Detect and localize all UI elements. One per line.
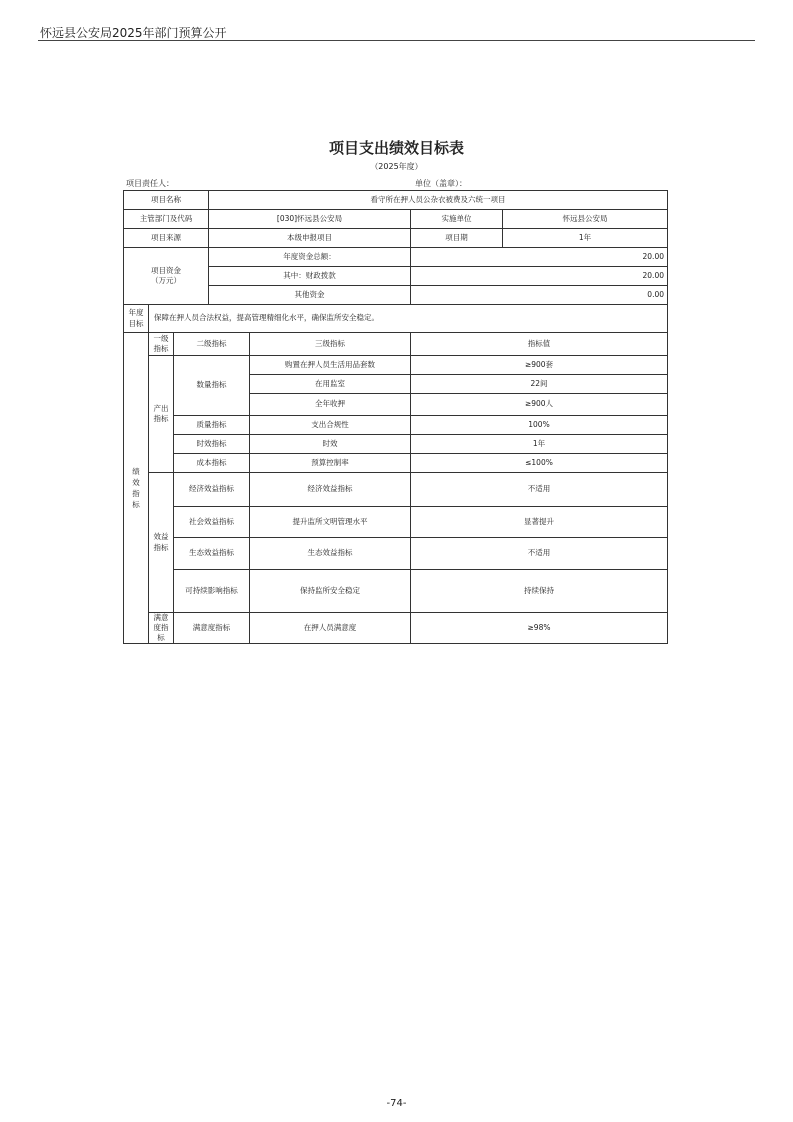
quantity-item-3-name: 全年收押 [250, 394, 411, 416]
document-year: （2025年度） [370, 162, 423, 171]
ecological-benefit-value: 不适用 [411, 538, 668, 570]
col-level3-header: 三级指标 [250, 333, 411, 356]
economic-benefit-value: 不适用 [411, 473, 668, 507]
funds-label: 项目资金 （万元） [124, 248, 209, 305]
benefit-indicators-label: 效益 指标 [149, 473, 174, 613]
responsible-person-label: 项目责任人： [126, 179, 174, 188]
funds-fiscal-value: 20.00 [411, 267, 668, 286]
social-benefit-name: 提升监所文明管理水平 [250, 507, 411, 538]
quantity-item-3-value: ≥900人 [411, 394, 668, 416]
project-name-label: 项目名称 [124, 191, 209, 210]
satisfaction-level1-label: 满意 度指 标 [149, 613, 174, 644]
unit-seal-label: 单位（盖章）： [415, 179, 467, 188]
economic-benefit-label: 经济效益指标 [174, 473, 250, 507]
funds-other-value: 0.00 [411, 286, 668, 305]
timeliness-item-value: 1年 [411, 435, 668, 454]
funds-other-label: 其他资金 [209, 286, 411, 305]
social-benefit-label: 社会效益指标 [174, 507, 250, 538]
quantity-item-1-value: ≥900套 [411, 356, 668, 375]
funds-total-label: 年度资金总额： [209, 248, 411, 267]
quantity-item-2-value: 22间 [411, 375, 668, 394]
ecological-benefit-name: 生态效益指标 [250, 538, 411, 570]
funds-total-value: 20.00 [411, 248, 668, 267]
cost-item-value: ≤100% [411, 454, 668, 473]
performance-indicators-label: 绩 效 指 标 [124, 333, 149, 644]
satisfaction-item-name: 在押人员满意度 [250, 613, 411, 644]
satisfaction-item-value: ≥98% [411, 613, 668, 644]
quantity-item-2-name: 在用监室 [250, 375, 411, 394]
quality-item-name: 支出合规性 [250, 416, 411, 435]
impl-unit-label: 实施单位 [411, 210, 503, 229]
quantity-item-1-name: 购置在押人员生活用品套数 [250, 356, 411, 375]
project-name-value: 看守所在押人员公杂衣被费及六统一项目 [209, 191, 668, 210]
col-level2-header: 二级指标 [174, 333, 250, 356]
col-value-header: 指标值 [411, 333, 668, 356]
performance-target-table [123, 190, 668, 644]
page-number: -74- [386, 1098, 407, 1109]
page-header-title: 怀远县公安局2025年部门预算公开 [40, 26, 227, 40]
impl-unit-value: 怀远县公安局 [503, 210, 668, 229]
timeliness-indicators-label: 时效指标 [174, 435, 250, 454]
document-title: 项目支出绩效目标表 [328, 139, 464, 157]
quality-indicators-label: 质量指标 [174, 416, 250, 435]
sustainable-impact-value: 持续保持 [411, 570, 668, 613]
output-indicators-label: 产出 指标 [149, 356, 174, 473]
funds-fiscal-label: 其中：财政拨款 [209, 267, 411, 286]
source-label: 项目来源 [124, 229, 209, 248]
social-benefit-value: 显著提升 [411, 507, 668, 538]
period-value: 1年 [503, 229, 668, 248]
period-label: 项目期 [411, 229, 503, 248]
quality-item-value: 100% [411, 416, 668, 435]
economic-benefit-name: 经济效益指标 [250, 473, 411, 507]
timeliness-item-name: 时效 [250, 435, 411, 454]
annual-goal-label: 年度 目标 [124, 305, 149, 333]
dept-value: [030]怀远县公安局 [209, 210, 411, 229]
cost-item-name: 预算控制率 [250, 454, 411, 473]
col-level1-header: 一级 指标 [149, 333, 174, 356]
sustainable-impact-name: 保持监所安全稳定 [250, 570, 411, 613]
header-divider [38, 40, 755, 41]
quantity-indicators-label: 数量指标 [174, 356, 250, 416]
sustainable-impact-label: 可持续影响指标 [174, 570, 250, 613]
ecological-benefit-label: 生态效益指标 [174, 538, 250, 570]
satisfaction-indicators-label: 满意度指标 [174, 613, 250, 644]
source-value: 本级申报项目 [209, 229, 411, 248]
annual-goal-text: 保障在押人员合法权益，提高管理精细化水平，确保监所安全稳定。 [149, 305, 668, 333]
cost-indicators-label: 成本指标 [174, 454, 250, 473]
dept-label: 主管部门及代码 [124, 210, 209, 229]
